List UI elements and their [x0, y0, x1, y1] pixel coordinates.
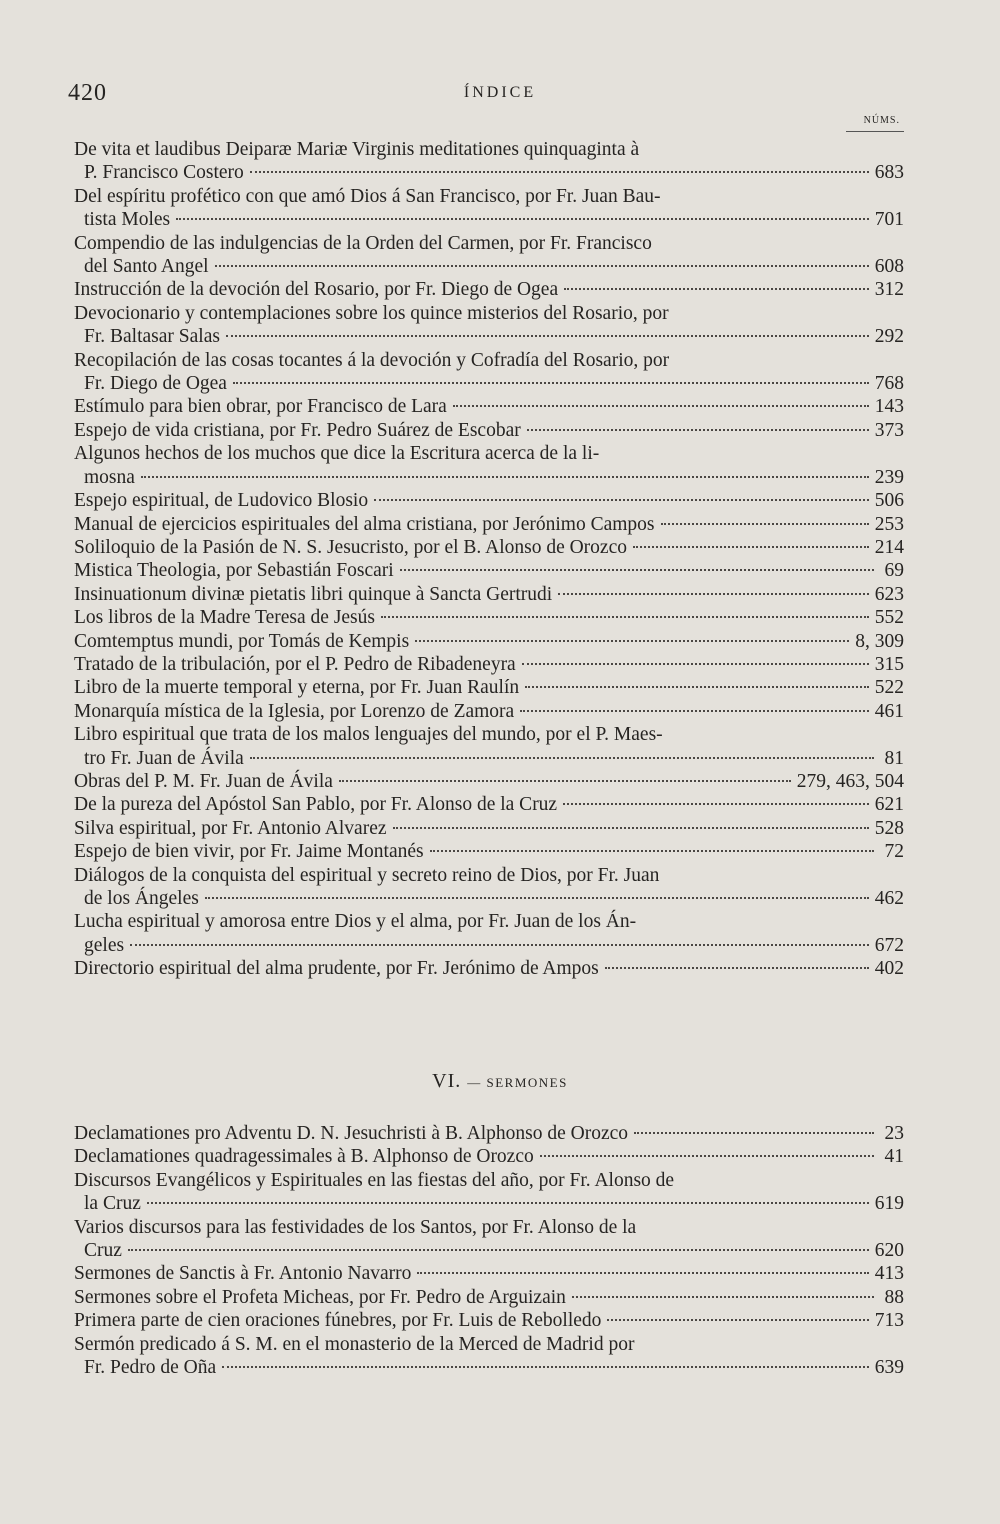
- entry-number: 619: [874, 1193, 904, 1215]
- index-entry: [74, 395, 904, 418]
- entry-number: 72: [884, 841, 904, 863]
- entry-number: 214: [874, 536, 904, 558]
- dot-leader: [176, 218, 869, 220]
- entry-title-end: P. Francisco Costero: [84, 162, 244, 184]
- entry-title-end: Estímulo para bien obrar, por Francisco de Lara: [74, 396, 447, 418]
- dot-leader: [661, 523, 869, 525]
- entry-title-line: Recopilación de las cosas tocantes á la devoción y Cofradía del Rosario, por: [74, 349, 670, 371]
- entry-title-end: Mistica Theologia, por Sebastián Foscari: [74, 560, 394, 582]
- dot-leader: [205, 897, 869, 899]
- entry-final-line: [74, 325, 904, 348]
- entry-title-end: geles: [84, 934, 125, 956]
- index-entry: [74, 1122, 904, 1145]
- index-entry: [74, 138, 904, 185]
- entry-final-line: [74, 840, 904, 863]
- entry-title-line: Algunos hechos de los muchos que dice la Escritura acerca de la li-: [74, 443, 600, 465]
- entry-number: 292: [874, 326, 904, 348]
- dot-leader: [222, 1366, 869, 1368]
- entry-final-line: [74, 489, 904, 512]
- entry-final-line: [74, 466, 904, 489]
- entry-final-line: [74, 513, 904, 536]
- entry-final-line: [74, 1122, 904, 1145]
- dot-leader: [540, 1155, 874, 1157]
- index-entry: [74, 1145, 904, 1168]
- entry-number: 143: [874, 396, 904, 418]
- entry-title-end: Declamationes quadragessimales à B. Alphonso de Orozco: [74, 1146, 534, 1168]
- dot-leader: [233, 382, 869, 384]
- entry-title-line: Del espíritu profético con que amó Dios á San Francisco, por Fr. Juan Bau-: [74, 185, 661, 207]
- entry-title-line: Lucha espiritual y amorosa entre Dios y el alma, por Fr. Juan de los Án-: [74, 911, 637, 933]
- entry-final-line: [74, 887, 904, 910]
- section-number: VI.: [432, 1070, 462, 1092]
- entry-final-line: [74, 208, 904, 231]
- dot-leader: [250, 757, 874, 759]
- entry-title-end: Soliloquio de la Pasión de N. S. Jesucristo, por el B. Alonso de Orozco: [74, 536, 627, 558]
- entry-title-end: tista Moles: [84, 209, 171, 231]
- page-header: [0, 72, 1000, 112]
- entry-final-line: [74, 1262, 904, 1285]
- entry-title-line: Devocionario y contemplaciones sobre los quince misterios del Rosario, por: [74, 302, 669, 324]
- dot-leader: [141, 476, 869, 478]
- index-entry: [74, 1333, 904, 1380]
- index-entry: [74, 770, 904, 793]
- entry-title-line: Discursos Evangélicos y Espirituales en las fiestas del año, por Fr. Alonso de: [74, 1169, 675, 1191]
- index-list: [74, 138, 904, 981]
- entry-number: 522: [874, 677, 904, 699]
- dot-leader: [430, 850, 874, 852]
- dot-leader: [226, 335, 869, 337]
- index-entry: [74, 536, 904, 559]
- entry-title-end: Sermones sobre el Profeta Micheas, por Fr. Pedro de Arguizain: [74, 1286, 566, 1308]
- entry-number: 461: [874, 700, 904, 722]
- entry-final-line: [74, 419, 904, 442]
- dot-leader: [128, 1249, 869, 1251]
- header-rule: [846, 131, 904, 132]
- entry-number: 506: [874, 490, 904, 512]
- entry-number: 683: [874, 162, 904, 184]
- entry-title-end: la Cruz: [84, 1193, 141, 1215]
- entry-number: 621: [874, 794, 904, 816]
- dot-leader: [522, 663, 869, 665]
- entry-final-line: [74, 653, 904, 676]
- dot-leader: [572, 1296, 874, 1298]
- index-entry: [74, 442, 904, 489]
- dot-leader: [215, 265, 869, 267]
- running-head: ÍNDICE: [463, 84, 537, 101]
- index-entry: [74, 232, 904, 279]
- dot-leader: [415, 640, 849, 642]
- entry-number: 528: [874, 817, 904, 839]
- entry-final-line: [74, 536, 904, 559]
- page-number: 420: [68, 80, 107, 106]
- entry-number: 623: [874, 583, 904, 605]
- index-entry: [74, 1169, 904, 1216]
- section-name: — SERMONES: [467, 1075, 568, 1090]
- entry-final-line: [74, 630, 904, 653]
- entry-title-end: Cruz: [84, 1240, 122, 1262]
- entry-number: 608: [874, 256, 904, 278]
- entry-title-end: Sermones de Sanctis à Fr. Antonio Navarro: [74, 1263, 412, 1285]
- entry-title-end: Fr. Baltasar Salas: [84, 326, 220, 348]
- index-entry: [74, 840, 904, 863]
- entry-number: 768: [874, 373, 904, 395]
- dot-leader: [400, 569, 874, 571]
- dot-leader: [633, 546, 869, 548]
- entry-number: 279, 463, 504: [796, 770, 904, 792]
- index-entry: [74, 513, 904, 536]
- dot-leader: [147, 1202, 869, 1204]
- index-entry: [74, 1309, 904, 1332]
- dot-leader: [374, 499, 869, 501]
- entry-number: 312: [874, 279, 904, 301]
- index-entry: [74, 349, 904, 396]
- entry-number: 620: [874, 1240, 904, 1262]
- index-entry: [74, 419, 904, 442]
- entry-title-line: Diálogos de la conquista del espiritual y secreto reino de Dios, por Fr. Juan: [74, 864, 660, 886]
- index-entry: [74, 606, 904, 629]
- index-entry: [74, 1216, 904, 1263]
- entry-final-line: [74, 1309, 904, 1332]
- index-entry: [74, 1262, 904, 1285]
- entry-title-end: de los Ángeles: [84, 888, 199, 909]
- entry-title-line: Compendio de las indulgencias de la Orden del Carmen, por Fr. Francisco: [74, 232, 652, 254]
- index-entry: [74, 676, 904, 699]
- numbers-column-label: NÚMS.: [863, 115, 900, 126]
- dot-leader: [417, 1272, 868, 1274]
- entry-title-end: Comtemptus mundi, por Tomás de Kempis: [74, 630, 410, 652]
- entry-final-line: [74, 395, 904, 418]
- entry-final-line: [74, 1192, 904, 1215]
- index-entry: [74, 489, 904, 512]
- entry-number: 373: [874, 419, 904, 441]
- dot-leader: [607, 1319, 868, 1321]
- entry-title-end: Espejo de bien vivir, por Fr. Jaime Montanés: [74, 841, 424, 863]
- entry-number: 672: [874, 934, 904, 956]
- dot-leader: [558, 593, 869, 595]
- entry-number: 239: [874, 466, 904, 488]
- section-title: [0, 1070, 1000, 1093]
- entry-title-end: Fr. Diego de Ogea: [84, 373, 227, 395]
- entry-title-end: Declamationes pro Adventu D. N. Jesuchristi à B. Alphonso de Orozco: [74, 1123, 629, 1144]
- index-entry: [74, 302, 904, 349]
- entry-final-line: [74, 583, 904, 606]
- dot-leader: [520, 710, 869, 712]
- dot-leader: [130, 944, 869, 946]
- index-entry: [74, 723, 904, 770]
- entry-number: 8, 309: [855, 630, 904, 652]
- index-entry: [74, 793, 904, 816]
- entry-number: 701: [874, 209, 904, 231]
- entry-final-line: [74, 559, 904, 582]
- entry-title-end: tro Fr. Juan de Ávila: [84, 747, 244, 769]
- index-entry: [74, 583, 904, 606]
- dot-leader: [381, 616, 869, 618]
- index-entry: [74, 653, 904, 676]
- entry-title-end: Tratado de la tribulación, por el P. Pedro de Ribadeneyra: [74, 653, 516, 675]
- sermons-list: [74, 1122, 904, 1379]
- dot-leader: [563, 803, 869, 805]
- index-entry: [74, 278, 904, 301]
- entry-title-end: Insinuationum divinæ pietatis libri quinque à Sancta Gertrudi: [74, 583, 553, 605]
- entry-final-line: [74, 770, 904, 793]
- dot-leader: [393, 827, 869, 829]
- entry-title-line: De vita et laudibus Deiparæ Mariæ Virginis meditationes quinquaginta à: [74, 139, 640, 160]
- entry-title-end: Espejo espiritual, de Ludovico Blosio: [74, 490, 369, 512]
- entry-final-line: [74, 1286, 904, 1309]
- entry-number: 413: [874, 1263, 904, 1285]
- dot-leader: [564, 288, 869, 290]
- entry-final-line: [74, 817, 904, 840]
- entry-final-line: [74, 957, 904, 980]
- entry-number: 639: [874, 1357, 904, 1379]
- index-entry: [74, 1286, 904, 1309]
- index-entry: [74, 559, 904, 582]
- entry-title-end: Libro de la muerte temporal y eterna, por Fr. Juan Raulín: [74, 677, 520, 699]
- entry-final-line: [74, 747, 904, 770]
- entry-number: 315: [874, 653, 904, 675]
- entry-title-end: De la pureza del Apóstol San Pablo, por Fr. Alonso de la Cruz: [74, 794, 558, 816]
- entry-number: 402: [874, 958, 904, 980]
- entry-final-line: [74, 161, 904, 184]
- dot-leader: [453, 405, 869, 407]
- entry-number: 88: [884, 1286, 904, 1308]
- entry-title-end: Instrucción de la devoción del Rosario, por Fr. Diego de Ogea: [74, 279, 559, 301]
- entry-number: 552: [874, 607, 904, 629]
- entry-final-line: [74, 676, 904, 699]
- index-entry: [74, 910, 904, 957]
- entry-title-end: Monarquía mística de la Iglesia, por Lorenzo de Zamora: [74, 700, 515, 722]
- entry-final-line: [74, 372, 904, 395]
- entry-number: 462: [874, 888, 904, 909]
- dot-leader: [605, 967, 869, 969]
- index-entry: [74, 185, 904, 232]
- entry-title-end: Manual de ejercicios espirituales del alma cristiana, por Jerónimo Campos: [74, 513, 655, 535]
- index-entry: [74, 957, 904, 980]
- entry-final-line: [74, 934, 904, 957]
- entry-number: 253: [874, 513, 904, 535]
- dot-leader: [250, 171, 869, 173]
- entry-title-end: Obras del P. M. Fr. Juan de Ávila: [74, 770, 333, 792]
- entry-title-end: Espejo de vida cristiana, por Fr. Pedro Suárez de Escobar: [74, 419, 521, 441]
- entry-title-end: del Santo Angel: [84, 256, 209, 278]
- entry-title-line: Sermón predicado á S. M. en el monasterio de la Merced de Madrid por: [74, 1333, 635, 1355]
- entry-number: 23: [884, 1123, 904, 1144]
- entry-final-line: [74, 1145, 904, 1168]
- index-entry: [74, 817, 904, 840]
- entry-final-line: [74, 255, 904, 278]
- entry-title-line: Varios discursos para las festividades de los Santos, por Fr. Alonso de la: [74, 1216, 637, 1238]
- entry-title-end: Primera parte de cien oraciones fúnebres, por Fr. Luis de Rebolledo: [74, 1310, 602, 1332]
- entry-title-end: Fr. Pedro de Oña: [84, 1357, 217, 1379]
- entry-number: 713: [874, 1310, 904, 1332]
- entry-final-line: [74, 1239, 904, 1262]
- entry-title-line: Libro espiritual que trata de los malos lenguajes del mundo, por el P. Maes-: [74, 724, 663, 746]
- entry-final-line: [74, 793, 904, 816]
- dot-leader: [525, 686, 869, 688]
- index-entry: [74, 700, 904, 723]
- entry-final-line: [74, 278, 904, 301]
- entry-final-line: [74, 1356, 904, 1379]
- entry-final-line: [74, 700, 904, 723]
- entry-title-end: mosna: [84, 466, 135, 488]
- entry-number: 41: [884, 1146, 904, 1168]
- dot-leader: [339, 780, 791, 782]
- index-entry: [74, 630, 904, 653]
- entry-title-end: Los libros de la Madre Teresa de Jesús: [74, 607, 375, 629]
- entry-final-line: [74, 606, 904, 629]
- index-entry: [74, 864, 904, 911]
- dot-leader: [527, 429, 869, 431]
- dot-leader: [634, 1132, 874, 1134]
- entry-title-end: Silva espiritual, por Fr. Antonio Alvarez: [74, 817, 387, 839]
- entry-number: 81: [884, 747, 904, 769]
- entry-title-end: Directorio espiritual del alma prudente, por Fr. Jerónimo de Ampos: [74, 958, 599, 980]
- entry-number: 69: [884, 560, 904, 582]
